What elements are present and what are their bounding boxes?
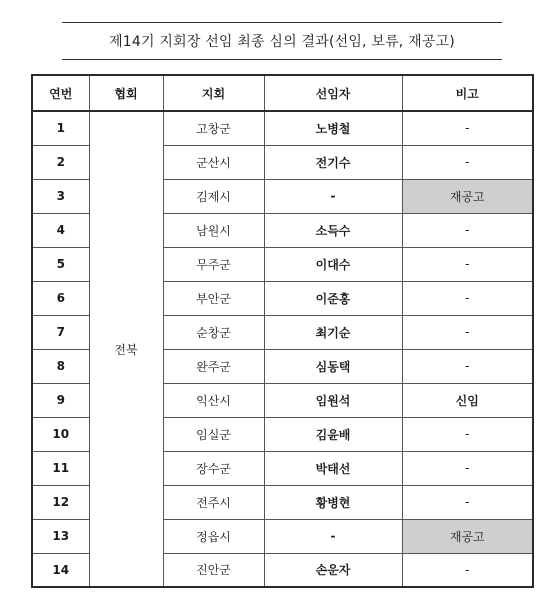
row-number: 3 [32, 179, 89, 213]
branch-cell: 장수군 [163, 451, 264, 485]
note-cell: 신임 [402, 383, 533, 417]
appointee-cell: 심동택 [264, 349, 402, 383]
branch-cell: 순창군 [163, 315, 264, 349]
note-cell-highlighted: 재공고 [402, 519, 533, 553]
row-number: 2 [32, 145, 89, 179]
appointee-cell: 임원석 [264, 383, 402, 417]
branch-cell: 익산시 [163, 383, 264, 417]
appointee-cell: 김윤배 [264, 417, 402, 451]
appointee-cell: - [264, 179, 402, 213]
note-cell: - [402, 145, 533, 179]
note-cell-highlighted: 재공고 [402, 179, 533, 213]
branch-cell: 고창군 [163, 111, 264, 145]
note-cell: - [402, 111, 533, 145]
header-association: 협회 [89, 75, 163, 111]
document-title: 제14기 지회장 선임 최종 심의 결과(선임, 보류, 재공고) [62, 22, 502, 60]
row-number: 12 [32, 485, 89, 519]
appointee-cell: 노병철 [264, 111, 402, 145]
association-cell: 전북 [89, 111, 163, 587]
table-body [32, 111, 533, 587]
header-appointee: 선임자 [264, 75, 402, 111]
appointee-cell: 이대수 [264, 247, 402, 281]
row-number: 9 [32, 383, 89, 417]
note-cell: - [402, 485, 533, 519]
row-number: 11 [32, 451, 89, 485]
note-cell: - [402, 349, 533, 383]
row-number: 7 [32, 315, 89, 349]
branch-cell: 진안군 [163, 553, 264, 587]
header-number: 연번 [32, 75, 89, 111]
appointee-cell: 최기순 [264, 315, 402, 349]
row-number: 8 [32, 349, 89, 383]
appointee-cell: 황병현 [264, 485, 402, 519]
branch-cell: 완주군 [163, 349, 264, 383]
appointee-cell: 이준홍 [264, 281, 402, 315]
appointee-cell: 손운자 [264, 553, 402, 587]
row-number: 4 [32, 213, 89, 247]
appointee-cell: 소득수 [264, 213, 402, 247]
row-number: 1 [32, 111, 89, 145]
branch-cell: 무주군 [163, 247, 264, 281]
appointee-cell: 전기수 [264, 145, 402, 179]
row-number: 6 [32, 281, 89, 315]
note-cell: - [402, 281, 533, 315]
row-number: 5 [32, 247, 89, 281]
appointee-cell: - [264, 519, 402, 553]
branch-cell: 정읍시 [163, 519, 264, 553]
header-note: 비고 [402, 75, 533, 111]
branch-cell: 김제시 [163, 179, 264, 213]
note-cell: - [402, 247, 533, 281]
branch-cell: 군산시 [163, 145, 264, 179]
branch-cell: 전주시 [163, 485, 264, 519]
branch-cell: 임실군 [163, 417, 264, 451]
header-branch: 지회 [163, 75, 264, 111]
row-number: 13 [32, 519, 89, 553]
note-cell: - [402, 417, 533, 451]
note-cell: - [402, 451, 533, 485]
table-header-row [32, 75, 533, 111]
appointee-cell: 박태선 [264, 451, 402, 485]
branch-cell: 부안군 [163, 281, 264, 315]
branch-cell: 남원시 [163, 213, 264, 247]
row-number: 14 [32, 553, 89, 587]
table-row [32, 111, 533, 145]
note-cell: - [402, 315, 533, 349]
row-number: 10 [32, 417, 89, 451]
note-cell: - [402, 213, 533, 247]
selection-result-table [31, 74, 534, 588]
note-cell: - [402, 553, 533, 587]
